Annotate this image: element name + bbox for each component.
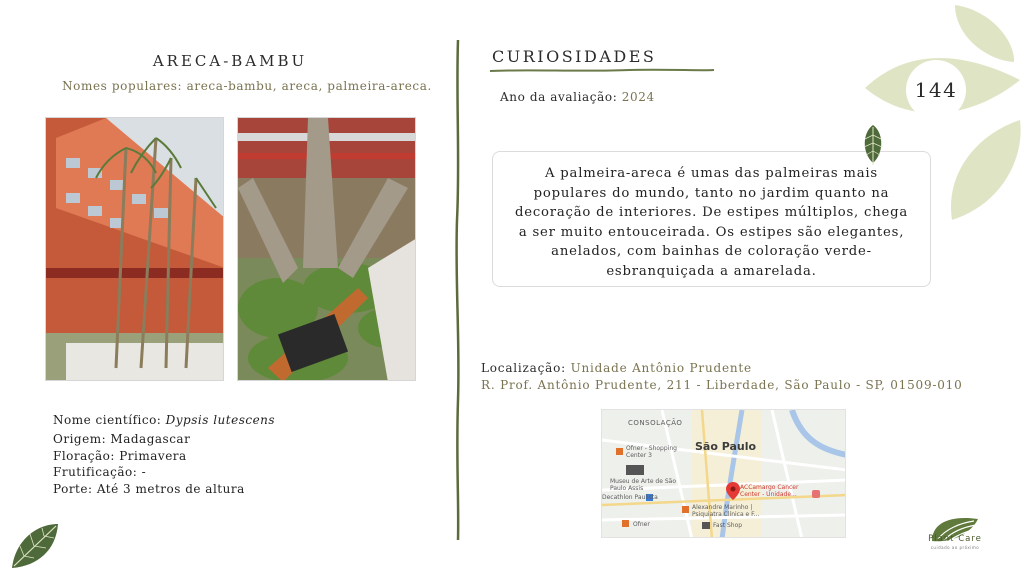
palm-leaf-icon [10,522,60,570]
photo-palm-trunks [237,117,416,381]
scientific-name [53,413,275,427]
map-place-museum: Museu de Arte de São Paulo Assis [610,478,676,492]
location-map[interactable] [601,409,846,538]
map-city-label: São Paulo [695,440,757,453]
location-label: Localização: [481,361,571,375]
scientific-name-value: Dypsis lutescens [165,413,276,427]
photo-building-palms [45,117,224,381]
vertical-divider [452,40,464,540]
year-value: 2024 [621,90,655,104]
map-place-decathlon: Decathlon Paulista [602,494,658,501]
description-text: A palmeira-areca é umas das palmeiras mais populares do mundo, tanto no jardim quanto na decoração de interiores. De estipes múltiplos, chega a ser muito entouceirada. Os estipes são elegantes, anelados, com bainhas de coloração verde-esbranquiçada a amarelada. [514,166,909,279]
origin: Origem: Madagascar [53,432,191,446]
logo-tagline: cuidado ao próximo [930,545,980,550]
decorative-leaves [860,0,1024,225]
map-pin-icon[interactable] [726,482,740,500]
curiosities-title: CURIOSIDADES [492,47,657,66]
title-underline [490,66,714,74]
map-place-ofner: Ofner [633,521,650,528]
palm-leaf-icon [860,125,886,165]
flowering: Floração: Primavera [53,449,187,463]
map-place-shopping: Ofner - Shopping Center 3 [626,445,677,459]
location-unit: Unidade Antônio Prudente [570,361,752,375]
location-address: R. Prof. Antônio Prudente, 211 - Liberdade, São Paulo - SP, 01509-010 [481,378,963,392]
year-label: Ano da avaliação: [500,90,622,104]
map-place-alexandre: Alexandre Marinho | Psiquiatra Clínica e F... [692,504,760,518]
popular-names: Nomes populares: areca-bambu, areca, palmeira-areca. [62,79,432,93]
map-place-accamargo: ACCamargo Cancer Center - Unidade... [740,484,799,498]
map-place-fastshop: Fast Shop [713,522,743,529]
plant-size: Porte: Até 3 metros de altura [53,482,245,496]
evaluation-year [500,90,655,104]
plant-title: ARECA-BAMBU [152,52,308,70]
scientific-name-label: Nome científico: [53,413,166,427]
location [481,361,752,375]
logo-name: Plant Care [928,534,982,544]
map-district-label: CONSOLAÇÃO [628,419,683,427]
fruiting: Frutificação: - [53,465,147,479]
badge-number: 144 [914,78,958,102]
